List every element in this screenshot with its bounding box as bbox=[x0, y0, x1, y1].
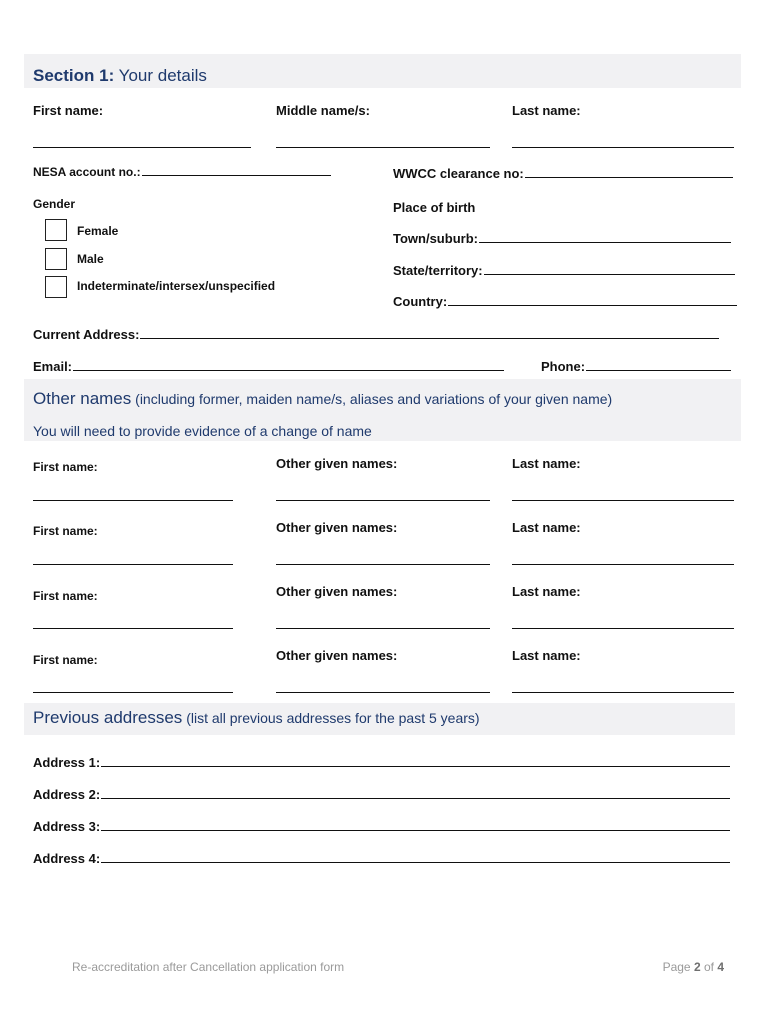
gender-female-checkbox[interactable] bbox=[45, 219, 67, 241]
nesa-account-label: NESA account no.: bbox=[33, 165, 141, 179]
phone-label: Phone: bbox=[541, 359, 586, 374]
nesa-account-field[interactable] bbox=[33, 165, 331, 179]
other-first-name-label: First name: bbox=[33, 524, 98, 538]
other-first-name-label: First name: bbox=[33, 589, 98, 603]
footer-form-name: Re-accreditation after Cancellation application form bbox=[72, 960, 345, 974]
last-name-label: Last name: bbox=[512, 103, 581, 118]
email-label: Email: bbox=[33, 359, 73, 374]
previous-address-field[interactable] bbox=[33, 851, 730, 866]
other-first-name-field[interactable] bbox=[33, 564, 233, 565]
other-given-names-label: Other given names: bbox=[276, 520, 398, 535]
other-given-names-field[interactable] bbox=[276, 564, 490, 565]
gender-label: Gender bbox=[33, 197, 76, 211]
gender-female-label: Female bbox=[77, 224, 119, 238]
other-first-name-field[interactable] bbox=[33, 628, 233, 629]
other-last-name-field[interactable] bbox=[512, 500, 734, 501]
other-last-name-label: Last name: bbox=[512, 584, 581, 599]
other-first-name-field[interactable] bbox=[33, 692, 233, 693]
current-address-label: Current Address: bbox=[33, 327, 140, 342]
town-suburb-label: Town/suburb: bbox=[393, 231, 478, 246]
previous-address-field[interactable] bbox=[33, 787, 730, 802]
place-of-birth-label: Place of birth bbox=[393, 200, 476, 215]
other-last-name-label: Last name: bbox=[512, 648, 581, 663]
gender-unspecified-checkbox[interactable] bbox=[45, 276, 67, 298]
wwcc-clearance-label: WWCC clearance no: bbox=[393, 166, 524, 181]
page-number: Page 2 of 4 bbox=[662, 960, 724, 974]
email-field[interactable] bbox=[33, 359, 504, 374]
other-last-name-label: Last name: bbox=[512, 520, 581, 535]
middle-names-field[interactable] bbox=[276, 147, 490, 148]
other-given-names-label: Other given names: bbox=[276, 456, 398, 471]
section1-title: Section 1: Your details bbox=[33, 66, 207, 85]
previous-address-label: Address 4: bbox=[33, 851, 101, 866]
previous-address-field[interactable] bbox=[33, 755, 730, 770]
previous-address-label: Address 1: bbox=[33, 755, 101, 770]
town-suburb-field[interactable] bbox=[393, 231, 731, 246]
gender-male-label: Male bbox=[77, 252, 104, 266]
wwcc-clearance-field[interactable] bbox=[393, 166, 733, 181]
other-first-name-field[interactable] bbox=[33, 500, 233, 501]
other-names-title: Other names (including former, maiden name/s, aliases and variations of your given name) bbox=[33, 389, 613, 408]
other-names-evidence-note: You will need to provide evidence of a change of name bbox=[33, 423, 372, 439]
previous-address-field[interactable] bbox=[33, 819, 730, 834]
middle-names-label: Middle name/s: bbox=[276, 103, 370, 118]
gender-male-checkbox[interactable] bbox=[45, 248, 67, 270]
gender-unspecified-label: Indeterminate/intersex/unspecified bbox=[77, 279, 276, 293]
country-label: Country: bbox=[393, 294, 448, 309]
other-given-names-label: Other given names: bbox=[276, 584, 398, 599]
other-given-names-field[interactable] bbox=[276, 628, 490, 629]
phone-field[interactable] bbox=[541, 359, 731, 374]
other-given-names-field[interactable] bbox=[276, 500, 490, 501]
first-name-field[interactable] bbox=[33, 147, 251, 148]
other-given-names-label: Other given names: bbox=[276, 648, 398, 663]
current-address-field[interactable] bbox=[33, 327, 719, 342]
other-last-name-field[interactable] bbox=[512, 692, 734, 693]
country-field[interactable] bbox=[393, 294, 737, 309]
other-last-name-field[interactable] bbox=[512, 564, 734, 565]
other-given-names-field[interactable] bbox=[276, 692, 490, 693]
other-last-name-field[interactable] bbox=[512, 628, 734, 629]
previous-address-label: Address 3: bbox=[33, 819, 101, 834]
previous-addresses-title: Previous addresses (list all previous addresses for the past 5 years) bbox=[33, 708, 480, 727]
other-first-name-label: First name: bbox=[33, 653, 98, 667]
previous-address-label: Address 2: bbox=[33, 787, 101, 802]
other-last-name-label: Last name: bbox=[512, 456, 581, 471]
other-first-name-label: First name: bbox=[33, 460, 98, 474]
last-name-field[interactable] bbox=[512, 147, 734, 148]
state-territory-label: State/territory: bbox=[393, 263, 483, 278]
first-name-label: First name: bbox=[33, 103, 104, 118]
state-territory-field[interactable] bbox=[393, 263, 735, 278]
